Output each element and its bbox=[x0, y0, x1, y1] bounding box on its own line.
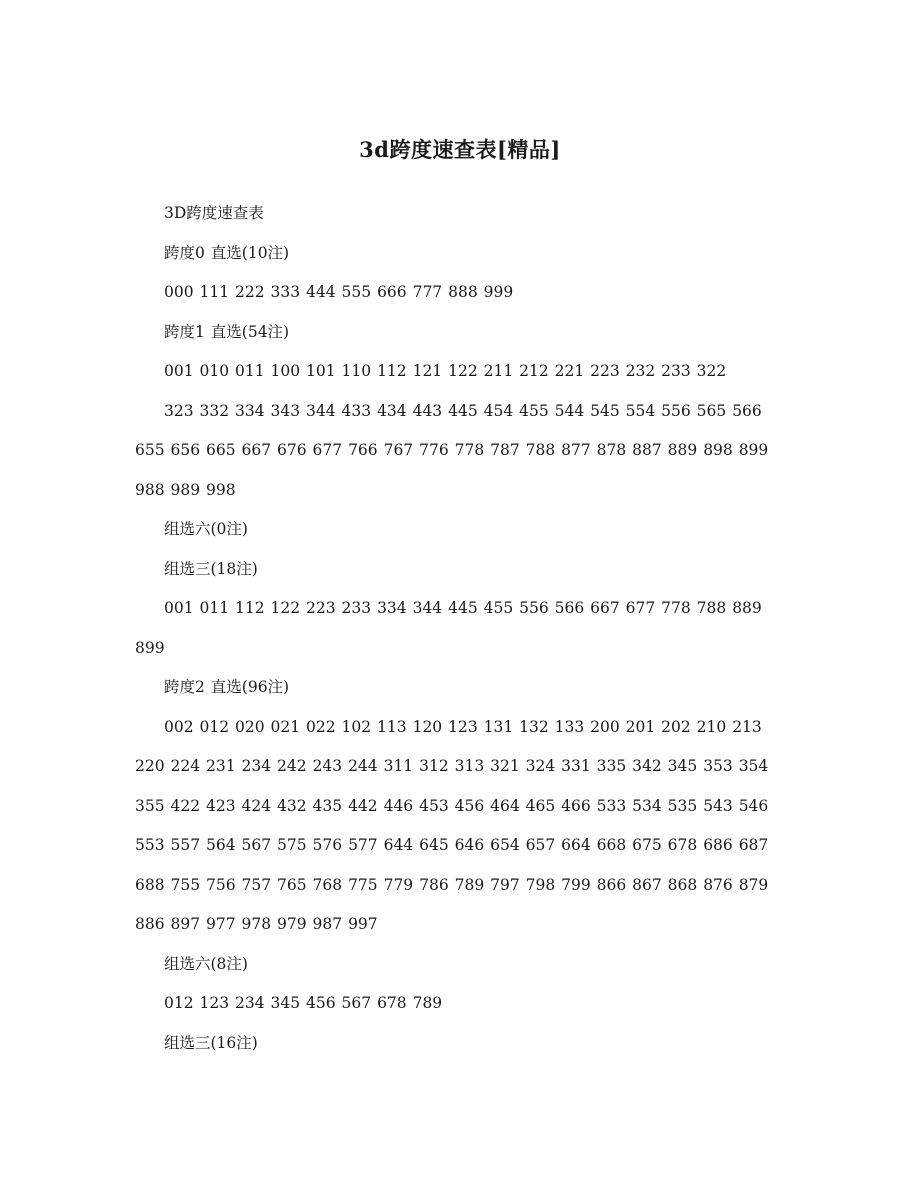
paragraph-span1-numbers-b: 323 332 334 343 344 433 434 443 445 454 455 544 545 554 556 565 566 655 656 665 667 676 677 766 767 776 778 787 788 877 878 887 889 898 899 988 989 998 bbox=[135, 401, 769, 499]
paragraph-span2-direct-heading: 跨度2 直选(96注) bbox=[164, 678, 290, 696]
document-title: 3d跨度速查表[精品] bbox=[359, 137, 561, 162]
paragraph-span0-direct-heading: 跨度0 直选(10注) bbox=[164, 243, 290, 262]
paragraph-span2-group6-numbers: 012 123 234 345 456 567 678 789 bbox=[164, 994, 443, 1012]
paragraph-span1-direct-heading: 跨度1 直选(54注) bbox=[164, 322, 290, 341]
paragraph-span1-group3-heading: 组选三(18注) bbox=[164, 559, 258, 578]
paragraph-span2-group3-heading: 组选三(16注) bbox=[164, 1033, 258, 1052]
document-body bbox=[135, 194, 785, 1063]
paragraph-span0-numbers: 000 111 222 333 444 555 666 777 888 999 bbox=[164, 283, 514, 301]
paragraph-span1-group3-numbers: 001 011 112 122 223 233 334 344 445 455 556 566 667 677 778 788 889 899 bbox=[135, 599, 762, 657]
paragraph-span1-group6-heading: 组选六(0注) bbox=[164, 520, 248, 538]
paragraph-span2-numbers: 002 012 020 021 022 102 113 120 123 131 132 133 200 201 202 210 213 220 224 231 234 242 243 244 311 312 313 321 324 331 335 342 345 353 354 355 422 423 424 432 435 442 446 453 456 464 465 466 533 534 535 543 546 553 557 564 567 575 576 577 644 645 646 654 657 664 668 675 678 686 687 688 755 756 757 765 768 775 779 786 789 797 798 799 866 867 868 876 879 886 897 977 978 979 987 997 bbox=[135, 717, 769, 933]
paragraph-subtitle: 3D跨度速查表 bbox=[164, 204, 264, 222]
paragraph-span2-group6-heading: 组选六(8注) bbox=[164, 954, 248, 973]
paragraph-span1-numbers-a: 001 010 011 100 101 110 112 121 122 211 212 221 223 232 233 322 bbox=[164, 362, 727, 380]
